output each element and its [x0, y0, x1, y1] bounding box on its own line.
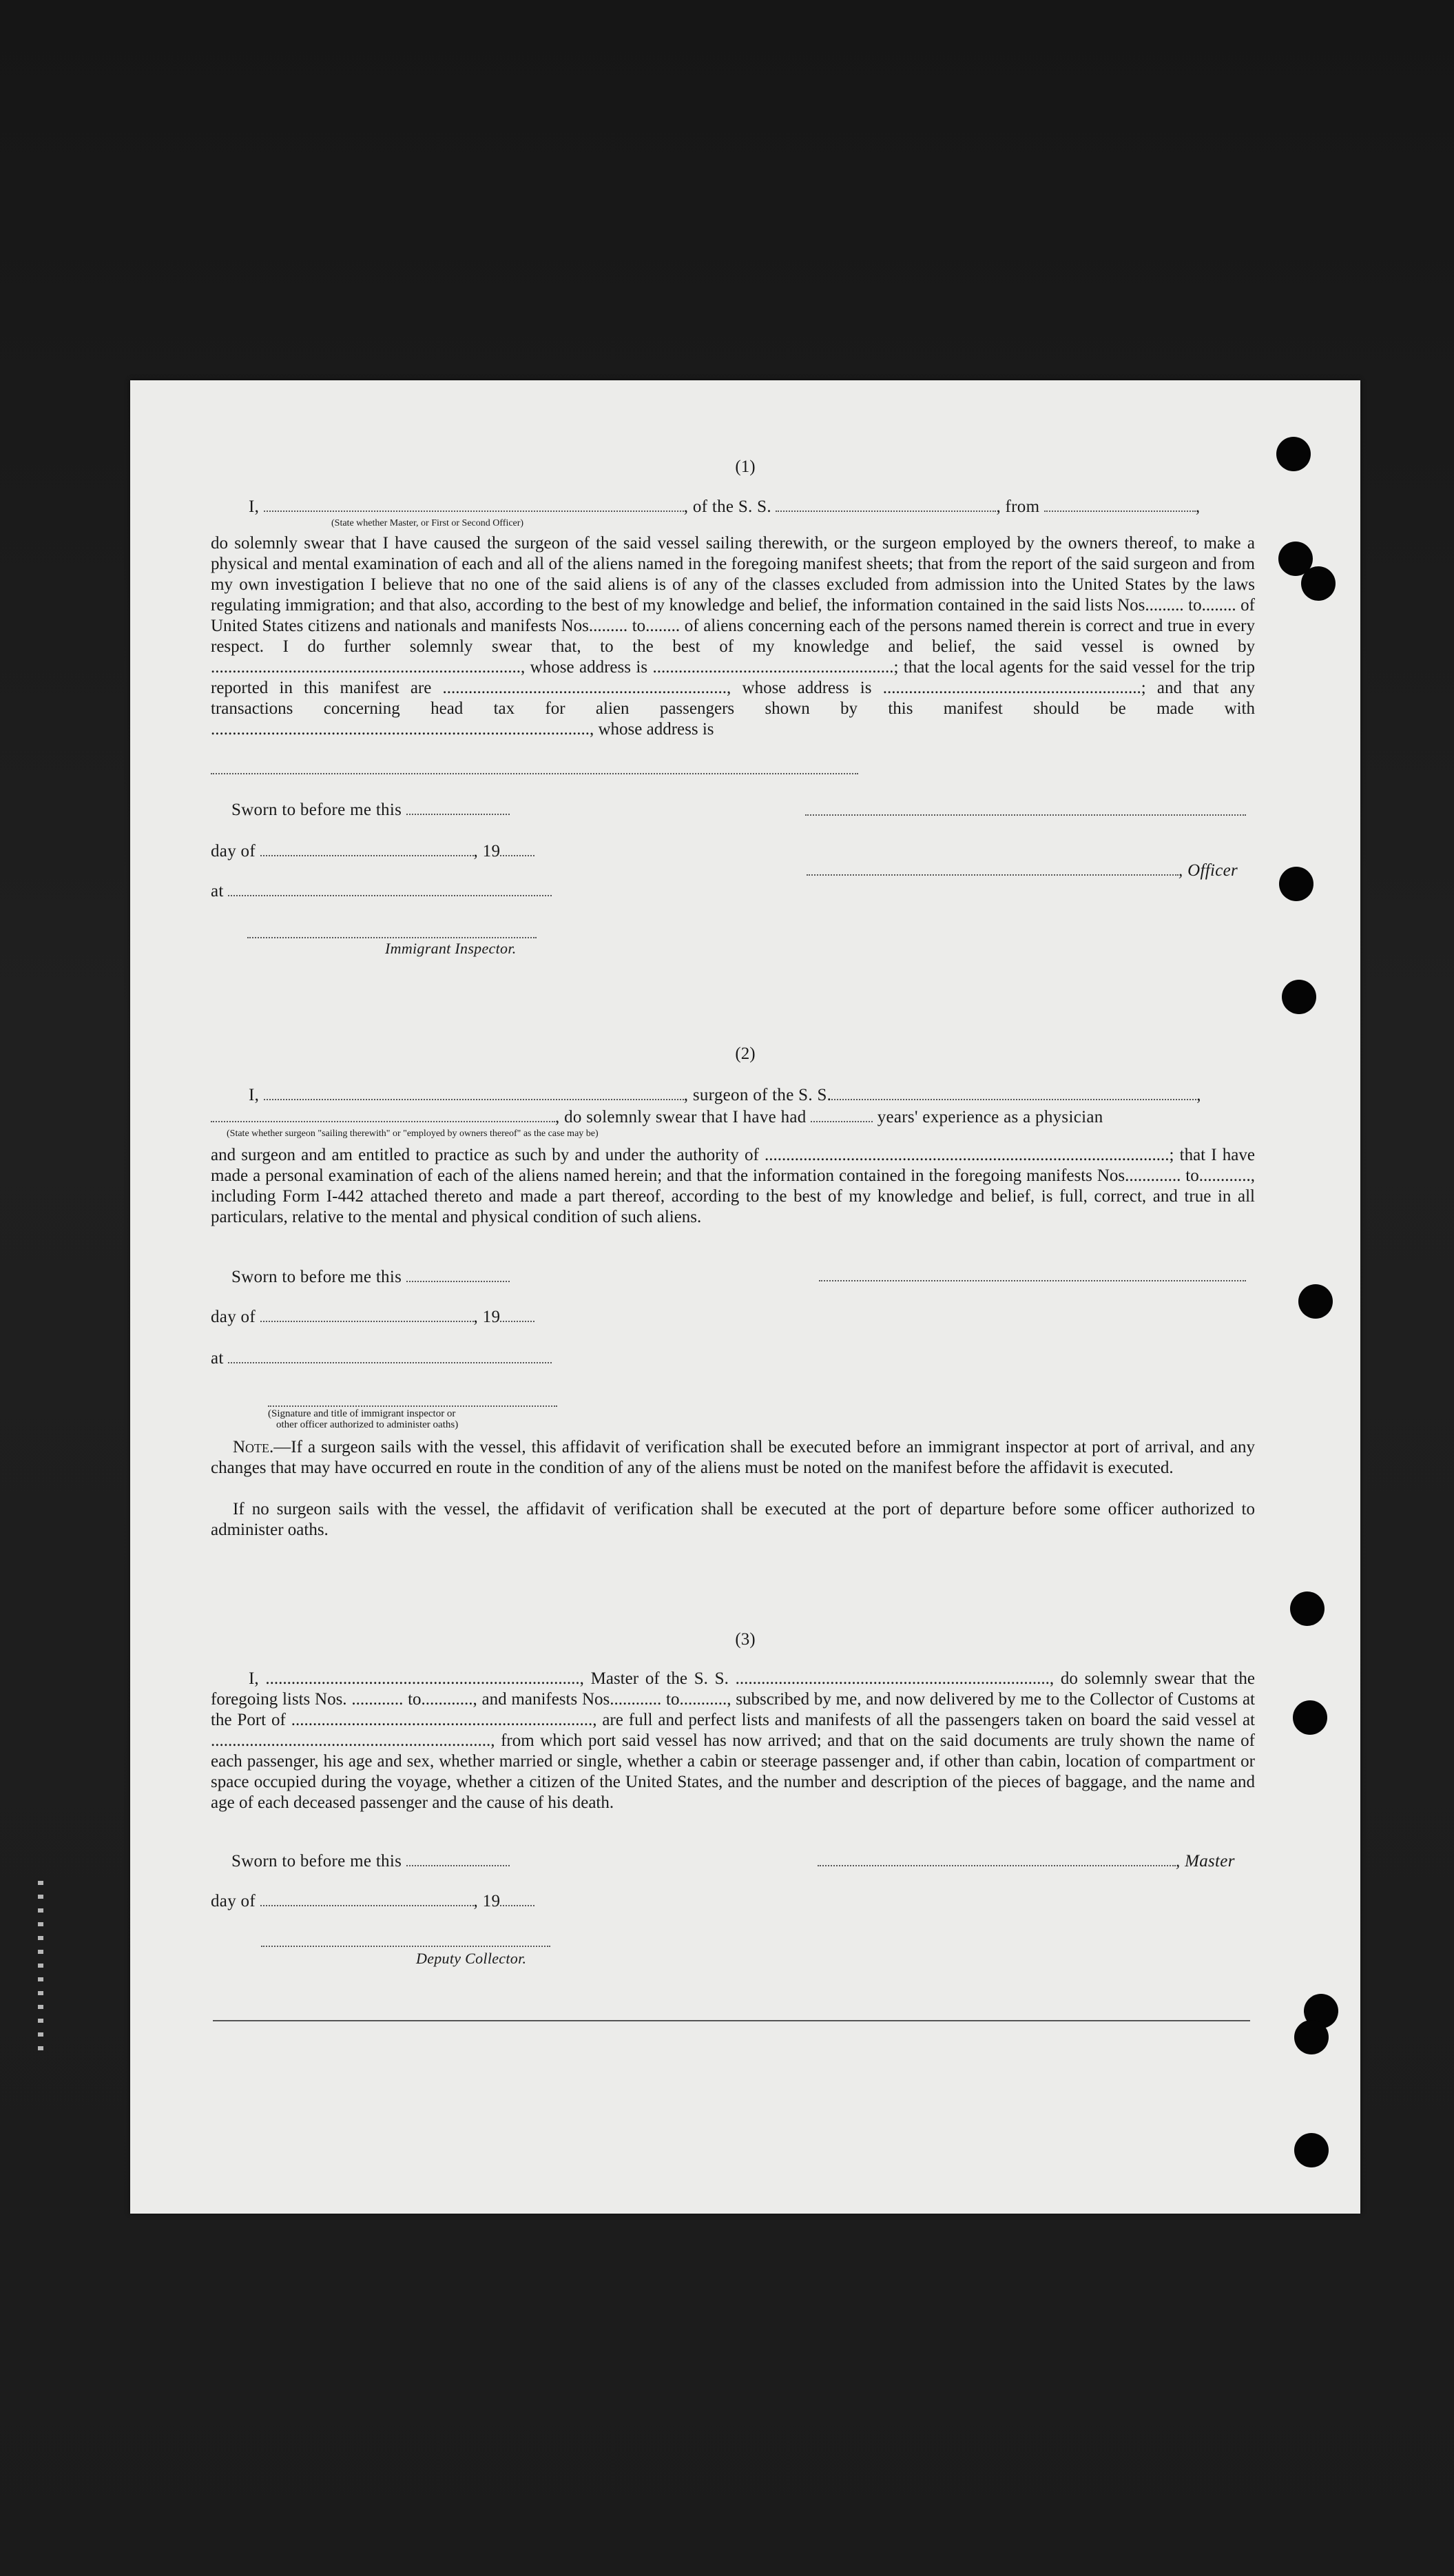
immigrant-inspector-caption: Immigrant Inspector. [385, 940, 517, 957]
section-3-number: (3) [735, 1630, 756, 1649]
officer-signature [807, 861, 1238, 880]
i-label: I, [249, 497, 260, 516]
section-2-number: (2) [735, 1044, 756, 1063]
year-label: , 19 [473, 1308, 501, 1326]
master-label: , Master [1176, 1852, 1235, 1871]
deputy-collector-caption: Deputy Collector. [416, 1950, 527, 1967]
official-signature-line [268, 1405, 557, 1407]
address-continuation-line [211, 773, 858, 774]
port-from-blank [1044, 498, 1196, 512]
section-1-body: do solemnly swear that I have caused the surgeon of the said vessel sailing therewith, or the surgeon employed by the owners thereof, to make a physical and mental examination of each and all of the aliens named in the foregoing manifest sheets; that from the report of the said surgeon and from my own investigation I believe that no one of the said aliens is of any of the classes excluded from admission into the United States by the laws regulating immigration; and that also, according to the best of my knowledge and belief, the information contained in the said lists Nos......... to........ of United States citizens and nationals and manifests Nos......... to........ of aliens concerning each of the persons named therein is correct and true in every respect. I do further solemnly swear that, to the best of my knowledge and belief, the said vessel is owned by ........................................................................, whose address is ........................................................; that the local agents for the said vessel for the trip reported in this manifest are .................................................................., whose address is ............................................................; and that any transactions concerning head tax for alien passengers shown by this manifest should be made with ........................................................................................, whose address is [211, 534, 1255, 739]
officer-signature-blank [807, 862, 1178, 876]
section-2-body: and surgeon and am entitled to practice as such by and under the authority of ..............................................................................................; that I have made a personal examination of each of the aliens named herein; and that the information contained in the foregoing manifests Nos............. to............, including Form I-442 attached thereto and made a part thereof, according to the best of my knowledge and belief, is full, correct, and true in all particulars, relative to the mental and physical condition of such aliens. [211, 1146, 1255, 1226]
vessel-name-blank [776, 498, 996, 512]
master-signature [818, 1852, 1235, 1871]
surgeon-of-label: , surgeon of the S. S. [683, 1086, 832, 1104]
officer-name-blank [264, 498, 684, 512]
section-1-oath-line: I, , of the S. S. , from , [249, 497, 1201, 516]
from-label: , from [996, 497, 1040, 516]
years-blank [811, 1109, 873, 1122]
year-blank [500, 1308, 534, 1322]
surgeon-signature-line [819, 1280, 1246, 1281]
punch-hole [1294, 2020, 1329, 2054]
day-of-label: day of [211, 842, 256, 861]
section-3-sworn [231, 1852, 510, 1871]
bottom-rule [213, 2020, 1250, 2021]
master-signature-blank [818, 1853, 1176, 1866]
section-2-at [211, 1349, 552, 1368]
section-3-body: I, ........................................................................., Master of the S. S. ........................................................................., do solemnly swear that the foregoing lists Nos. ............ to............, and manifests Nos............ to..........., subscribed by me, and now delivered by me to the Collector of Customs at the Port of ......................................................................, are full and perfect lists and manifests of all the passengers taken on board the said vessel at ................................................................., from which port said vessel has now arrived; and that on the said documents are truly shown the name of each passenger, his age and sex, whether married or single, whether a cabin or steerage passenger and, if other than cabin, location of compartment or space occupied during the voyage, whether a citizen of the United States, and the number and description of the pieces of baggage, and the name and age of each deceased passenger and the cause of his death. [211, 1669, 1255, 1812]
year-label: , 19 [473, 842, 501, 861]
at-label: at [211, 882, 224, 900]
month-blank [260, 1893, 474, 1906]
section-1-sworn [231, 801, 510, 820]
year-blank [500, 1893, 534, 1906]
day-of-label: day of [211, 1892, 256, 1910]
punch-hole [1293, 1700, 1327, 1735]
sworn-date-blank [406, 1268, 510, 1282]
punch-hole [1282, 980, 1316, 1014]
officer-label: , Officer [1178, 861, 1238, 880]
place-blank [228, 1350, 552, 1363]
section-2-experience-line [211, 1108, 1103, 1127]
officer-signature-line-1 [805, 814, 1246, 816]
signature-caption-1: (Signature and title of immigrant inspector or [268, 1408, 456, 1419]
section-3-day-of [211, 1892, 534, 1911]
sworn-label: Sworn to before me this [231, 1268, 402, 1286]
i-label: I, [249, 1086, 260, 1104]
section-1-number: (1) [735, 457, 756, 476]
at-label: at [211, 1349, 224, 1368]
place-blank [228, 883, 552, 896]
note-2-paragraph: If no surgeon sails with the vessel, the affidavit of verification shall be executed at the port of departure before some officer authorized to administer oaths. [211, 1500, 1255, 1539]
surgeon-type-blank [211, 1109, 555, 1122]
note-paragraph [211, 1437, 1255, 1478]
year-label: , 19 [473, 1892, 501, 1910]
punch-hole [1290, 1591, 1325, 1626]
section-2-sworn [231, 1268, 510, 1287]
day-of-label: day of [211, 1308, 256, 1326]
month-blank [260, 843, 474, 856]
surgeon-name-blank [264, 1086, 684, 1100]
section-2-oath-line: I, , surgeon of the S. S. , [249, 1086, 1201, 1104]
section-1-day-of [211, 842, 534, 861]
of-ss-label: , of the S. S. [683, 497, 771, 516]
punch-hole [1298, 1284, 1333, 1319]
note-text: —If a surgeon sails with the vessel, this affidavit of verification shall be executed before an immigrant inspector at port of arrival, and any changes that may have occurred en route in the condition of any of the aliens must be noted on the manifest before the affidavit is executed. [211, 1438, 1255, 1477]
swear-label: , do solemnly swear that I have had [555, 1108, 807, 1126]
sworn-label: Sworn to before me this [231, 1852, 402, 1871]
film-edge-marks [38, 1881, 43, 2060]
punch-hole [1294, 2133, 1329, 2167]
years-label: years' experience as a physician [877, 1108, 1103, 1126]
document-page [130, 380, 1360, 2214]
section-2-day-of [211, 1308, 534, 1327]
sworn-date-blank [406, 801, 510, 815]
inspector-signature-line [247, 937, 537, 938]
deputy-signature-line [261, 1946, 550, 1947]
month-blank [260, 1308, 474, 1322]
section-1-at [211, 882, 552, 901]
vessel-name-blank [831, 1086, 1196, 1100]
signature-caption-2: other officer authorized to administer oaths) [276, 1419, 459, 1430]
section-2-sub-caption: (State whether surgeon "sailing therewith" or "employed by owners thereof" as the case may be) [227, 1129, 599, 1139]
section-1-sub-caption: (State whether Master, or First or Second Officer) [331, 518, 524, 528]
year-blank [500, 843, 534, 856]
note-label: Note. [233, 1438, 274, 1456]
sworn-label: Sworn to before me this [231, 801, 402, 819]
punch-hole [1301, 566, 1336, 601]
punch-hole [1279, 867, 1313, 901]
sworn-date-blank [406, 1853, 510, 1866]
